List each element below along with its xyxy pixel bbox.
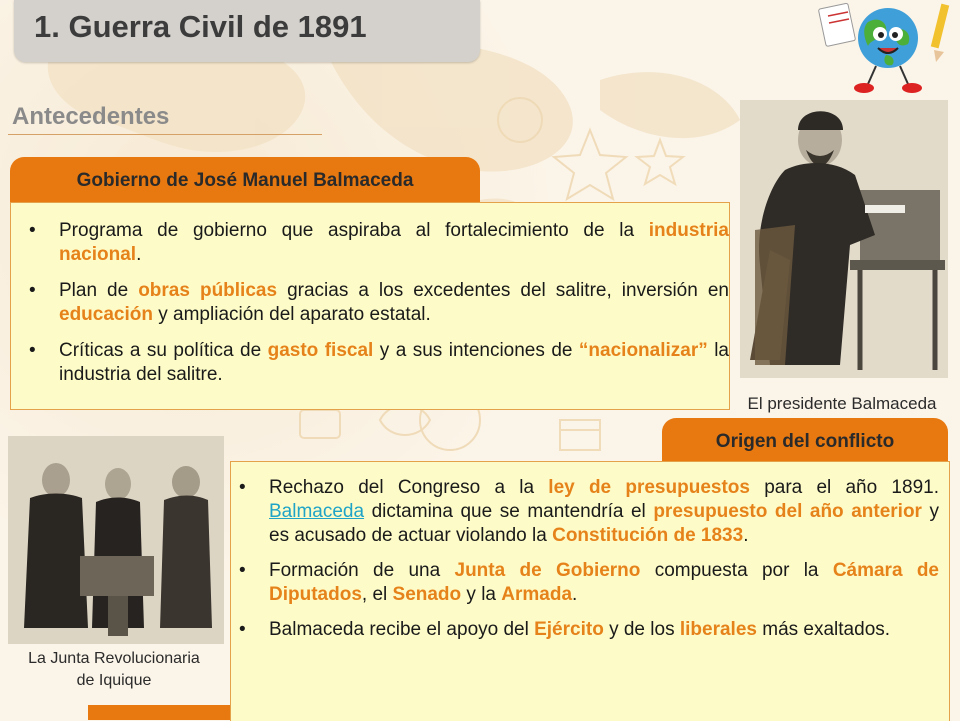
bullet-text: Formación de una xyxy=(269,560,455,581)
title-tab xyxy=(14,0,480,62)
origen-bullet-2 xyxy=(269,559,939,607)
bullet-text: Programa de gobierno que aspiraba al fortalecimiento de la xyxy=(59,220,649,241)
balmaceda-photo xyxy=(740,100,948,378)
bullet-text: y de los xyxy=(603,619,680,640)
bullet-text: compuesta por la xyxy=(640,560,833,581)
junta-caption xyxy=(0,648,228,692)
gobierno-bullet-list xyxy=(59,219,729,399)
section-subtitle: Antecedentes xyxy=(12,103,170,130)
gobierno-box xyxy=(10,202,730,410)
gobierno-bullet-3 xyxy=(59,339,729,387)
origen-bullet-3 xyxy=(269,618,939,642)
globe-mascot-icon xyxy=(816,0,958,98)
bullet-text: Balmaceda recibe el apoyo del xyxy=(269,619,535,640)
bullet-text: , el xyxy=(361,584,393,605)
bullet-text: y es acusado de actuar violando la xyxy=(269,501,939,546)
bullet-text: Rechazo del Congreso a la xyxy=(269,477,549,498)
origen-box xyxy=(230,461,950,721)
highlight-term: Constitución de 1833 xyxy=(552,525,744,546)
highlight-term: Junta de Gobierno xyxy=(454,560,641,581)
bullet-text: . xyxy=(572,584,578,605)
highlight-term: obras públicas xyxy=(138,280,278,301)
bottom-accent-bar xyxy=(88,705,234,720)
origen-header: Origen del conflicto xyxy=(662,418,948,463)
junta-caption-line2: de Iquique xyxy=(76,672,152,689)
highlight-term: Armada xyxy=(501,584,573,605)
subtitle-divider xyxy=(8,134,322,135)
bullet-text: . xyxy=(136,244,142,265)
highlight-term: Ejército xyxy=(534,619,604,640)
balmaceda-caption: El presidente Balmaceda xyxy=(747,394,937,413)
gobierno-bullet-1 xyxy=(59,219,729,267)
bullet-text: y ampliación del aparato estatal. xyxy=(152,304,431,325)
highlight-term: “nacionalizar” xyxy=(578,340,708,361)
highlight-term: presupuesto del año anterior xyxy=(653,501,922,522)
junta-photo xyxy=(8,436,224,644)
highlight-term: industria nacional xyxy=(59,220,729,265)
bullet-text: para el año 1891. xyxy=(749,477,939,498)
origen-bullet-list xyxy=(269,476,939,653)
bullet-text: dictamina que se mantendría el xyxy=(364,501,654,522)
bullet-text: más exaltados. xyxy=(756,619,891,640)
highlight-term: gasto fiscal xyxy=(267,340,374,361)
highlight-term: ley de presupuestos xyxy=(548,477,750,498)
bullet-text: la industria del salitre. xyxy=(59,340,729,385)
highlight-term: educación xyxy=(59,304,153,325)
bullet-text: . xyxy=(743,525,749,546)
slide-title: 1. Guerra Civil de 1891 xyxy=(34,9,367,44)
highlight-term: Cámara de Diputados xyxy=(269,560,939,605)
highlight-term: liberales xyxy=(679,619,757,640)
gobierno-bullet-2 xyxy=(59,279,729,327)
bullet-text: Críticas a su política de xyxy=(59,340,268,361)
bullet-text: y a sus intenciones de xyxy=(373,340,579,361)
balmaceda-link[interactable]: Balmaceda xyxy=(269,501,365,522)
bullet-text: y la xyxy=(461,584,502,605)
highlight-term: Senado xyxy=(392,584,462,605)
bullet-text: Plan de xyxy=(59,280,139,301)
gobierno-header: Gobierno de José Manuel Balmaceda xyxy=(10,157,480,202)
bullet-text: gracias a los excedentes del salitre, inversión en xyxy=(277,280,729,301)
junta-caption-line1: La Junta Revolucionaria xyxy=(28,650,200,667)
origen-bullet-1 xyxy=(269,476,939,548)
